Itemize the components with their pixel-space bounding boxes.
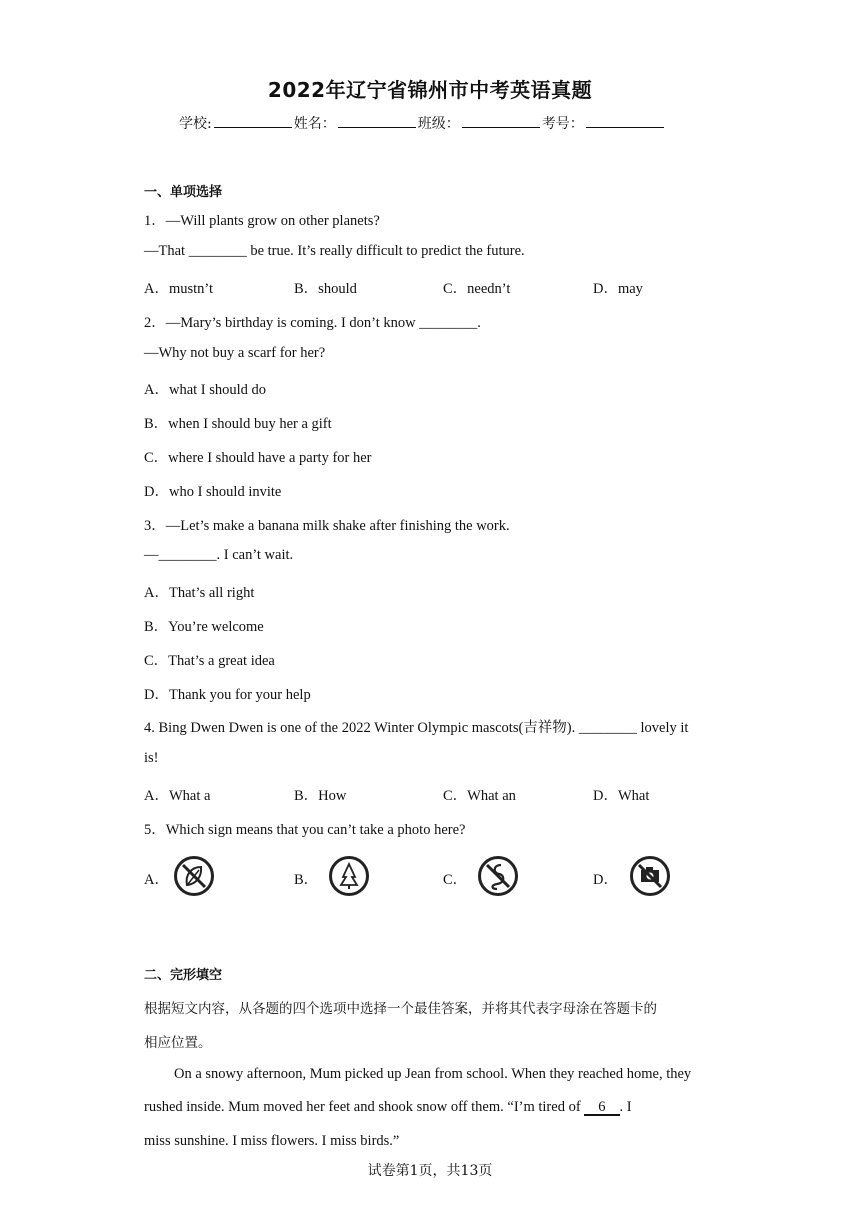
school-label: 学校: [179,116,212,132]
page-title: 2022年辽宁省锦州市中考英语真题 [267,78,593,102]
question-4-option-d[interactable]: D．What [593,788,650,804]
cloze-line2-end: . I [619,1099,632,1115]
question-1-option-b[interactable]: B．should [294,281,357,297]
school-blank[interactable] [214,115,292,128]
question-3-stem: 3．—Let’s make a banana milk shake after finishing the work. [144,518,510,534]
question-1-option-d[interactable]: D．may [593,281,643,297]
exam-no-blank[interactable] [586,115,664,128]
question-2-option-d[interactable]: D．who I should invite [144,484,282,500]
question-2-line2: —Why not buy a scarf for her? [144,345,326,361]
question-4-option-b[interactable]: B．How [294,788,347,804]
question-1-stem: 1．—Will plants grow on other planets? [144,213,380,229]
question-1-option-a[interactable]: A．mustn’t [144,281,214,297]
question-3-option-b[interactable]: B．You’re welcome [144,619,264,635]
cloze-paragraph-line-2 [144,1099,632,1116]
question-2-stem: 2．—Mary’s birthday is coming. I don’t know ________. [144,315,481,331]
question-2-option-b[interactable]: B．when I should buy her a gift [144,416,332,432]
question-1-option-c[interactable]: C．needn’t [443,281,511,297]
name-label: 姓名： [293,116,336,132]
cloze-instruction-2: 相应位置。 [144,1035,212,1051]
question-3-option-d[interactable]: D．Thank you for your help [144,687,311,703]
exam-no-label: 考号： [541,116,584,132]
question-1-line2: —That ________ be true. It’s really difficult to predict the future. [144,243,525,259]
section-heading-cloze: 二、完形填空 [144,968,223,983]
cloze-blank-6[interactable]: 6 [584,1100,619,1116]
page-footer: 试卷第1页，共13页 [367,1163,493,1179]
question-4-option-c[interactable]: C．What an [443,788,516,804]
name-blank[interactable] [338,115,416,128]
question-2-option-a[interactable]: A．what I should do [144,382,267,398]
section-heading-single-choice: 一、单项选择 [144,185,223,200]
question-3-line2: —________. I can’t wait. [144,547,294,563]
question-5-option-c[interactable]: C． [443,872,468,888]
no-leaf-sign-icon[interactable] [174,856,214,896]
cloze-instruction-1: 根据短文内容，从各题的四个选项中选择一个最佳答案，并将其代表字母涂在答题卡的 [144,1001,657,1017]
question-2-option-c[interactable]: C．where I should have a party for her [144,450,372,466]
question-4-option-a[interactable]: A．What a [144,788,211,804]
question-5-option-b[interactable]: B． [294,872,319,888]
question-4-stem: 4. Bing Dwen Dwen is one of the 2022 Winter Olympic mascots(吉祥物). ________ lovely it [144,720,689,736]
no-camera-sign-icon[interactable] [630,856,670,896]
question-5-option-a[interactable]: A． [144,872,169,888]
class-label: 班级： [417,116,460,132]
question-4-stem-cont: is! [144,750,159,766]
tree-sign-icon[interactable] [329,856,369,896]
question-5-stem: 5．Which sign means that you can’t take a photo here? [144,822,466,838]
no-snake-sign-icon[interactable] [478,856,518,896]
cloze-paragraph-line-1: On a snowy afternoon, Mum picked up Jean from school. When they reached home, they [174,1066,692,1082]
class-blank[interactable] [462,115,540,128]
question-3-option-c[interactable]: C．That’s a great idea [144,653,275,669]
cloze-paragraph-line-3: miss sunshine. I miss flowers. I miss birds.” [144,1133,400,1149]
cloze-line2-text: rushed inside. Mum moved her feet and shook snow off them. “I’m tired of [144,1099,585,1115]
question-3-option-a[interactable]: A．That’s all right [144,585,255,601]
student-info-line [179,113,666,133]
question-5-option-d[interactable]: D． [593,872,618,888]
